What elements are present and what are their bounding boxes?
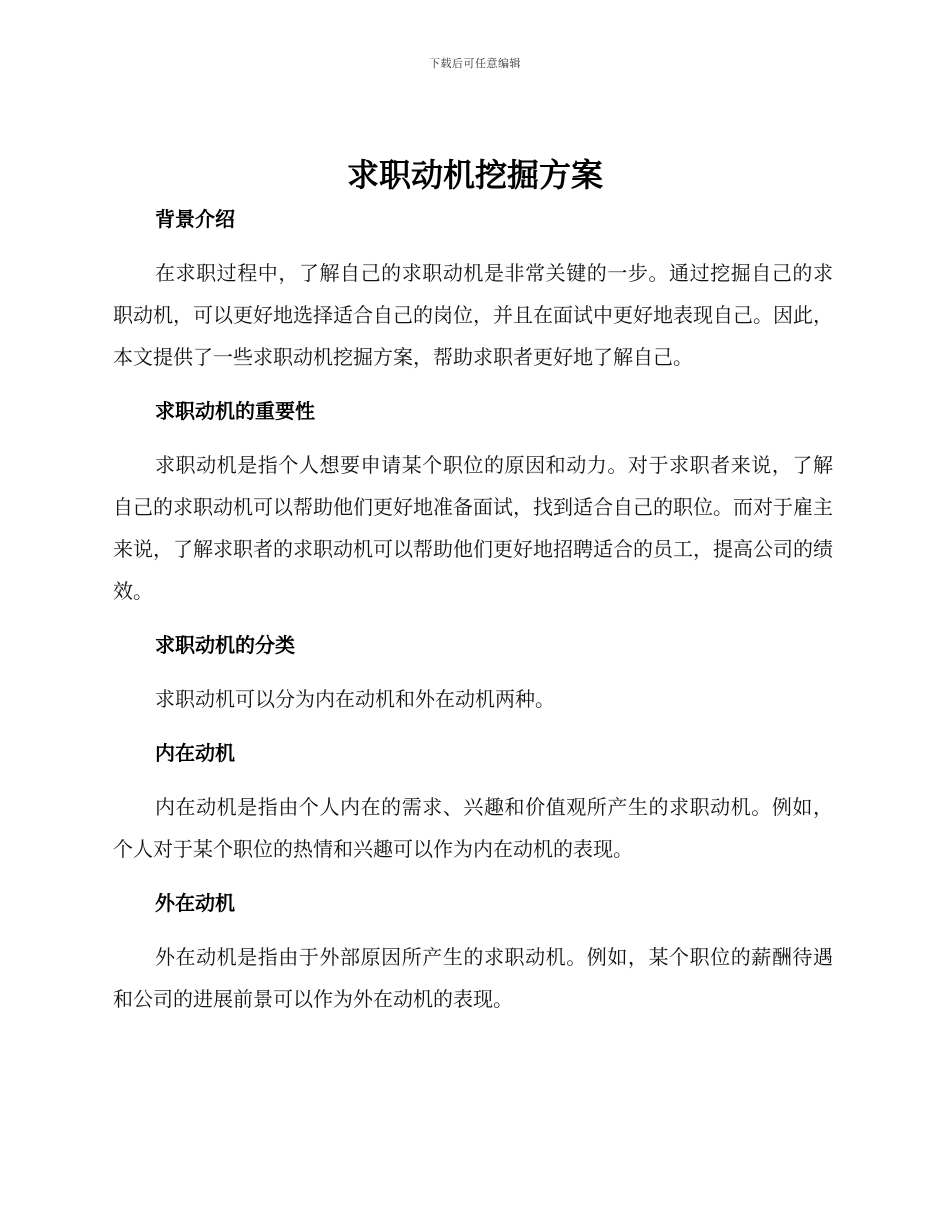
- document-body: [113, 203, 833, 1020]
- section-paragraph-classification: 求职动机可以分为内在动机和外在动机两种。: [155, 687, 555, 711]
- section-heading-intrinsic: 内在动机: [155, 741, 235, 765]
- section-heading-background: 背景介绍: [155, 207, 235, 231]
- section-heading-extrinsic: 外在动机: [155, 891, 235, 915]
- document-title: 求职动机挖掘方案: [346, 156, 603, 194]
- section-heading-importance: 求职动机的重要性: [155, 399, 315, 423]
- header-note: 下载后可任意编辑: [429, 57, 521, 70]
- section-paragraph-intrinsic: 内在动机是指由个人内在的需求、兴趣和价值观所产生的求职动机。例如，个人对于某个职位的热情和兴趣可以作为内在动机的表现。: [113, 795, 833, 861]
- section-heading-classification: 求职动机的分类: [155, 633, 295, 657]
- section-paragraph-extrinsic: 外在动机是指由于外部原因所产生的求职动机。例如，某个职位的薪酬待遇和公司的进展前景可以作为外在动机的表现。: [113, 945, 833, 1011]
- section-paragraph-background: 在求职过程中，了解自己的求职动机是非常关键的一步。通过挖掘自己的求职动机，可以更好地选择适合自己的岗位，并且在面试中更好地表现自己。因此，本文提供了一些求职动机挖掘方案，帮助求职者更好地了解自己。: [113, 261, 833, 369]
- section-paragraph-importance: 求职动机是指个人想要申请某个职位的原因和动力。对于求职者来说，了解自己的求职动机可以帮助他们更好地准备面试，找到适合自己的职位。而对于雇主来说，了解求职者的求职动机可以帮助他们更好地招聘适合的员工，提高公司的绩效。: [113, 453, 833, 603]
